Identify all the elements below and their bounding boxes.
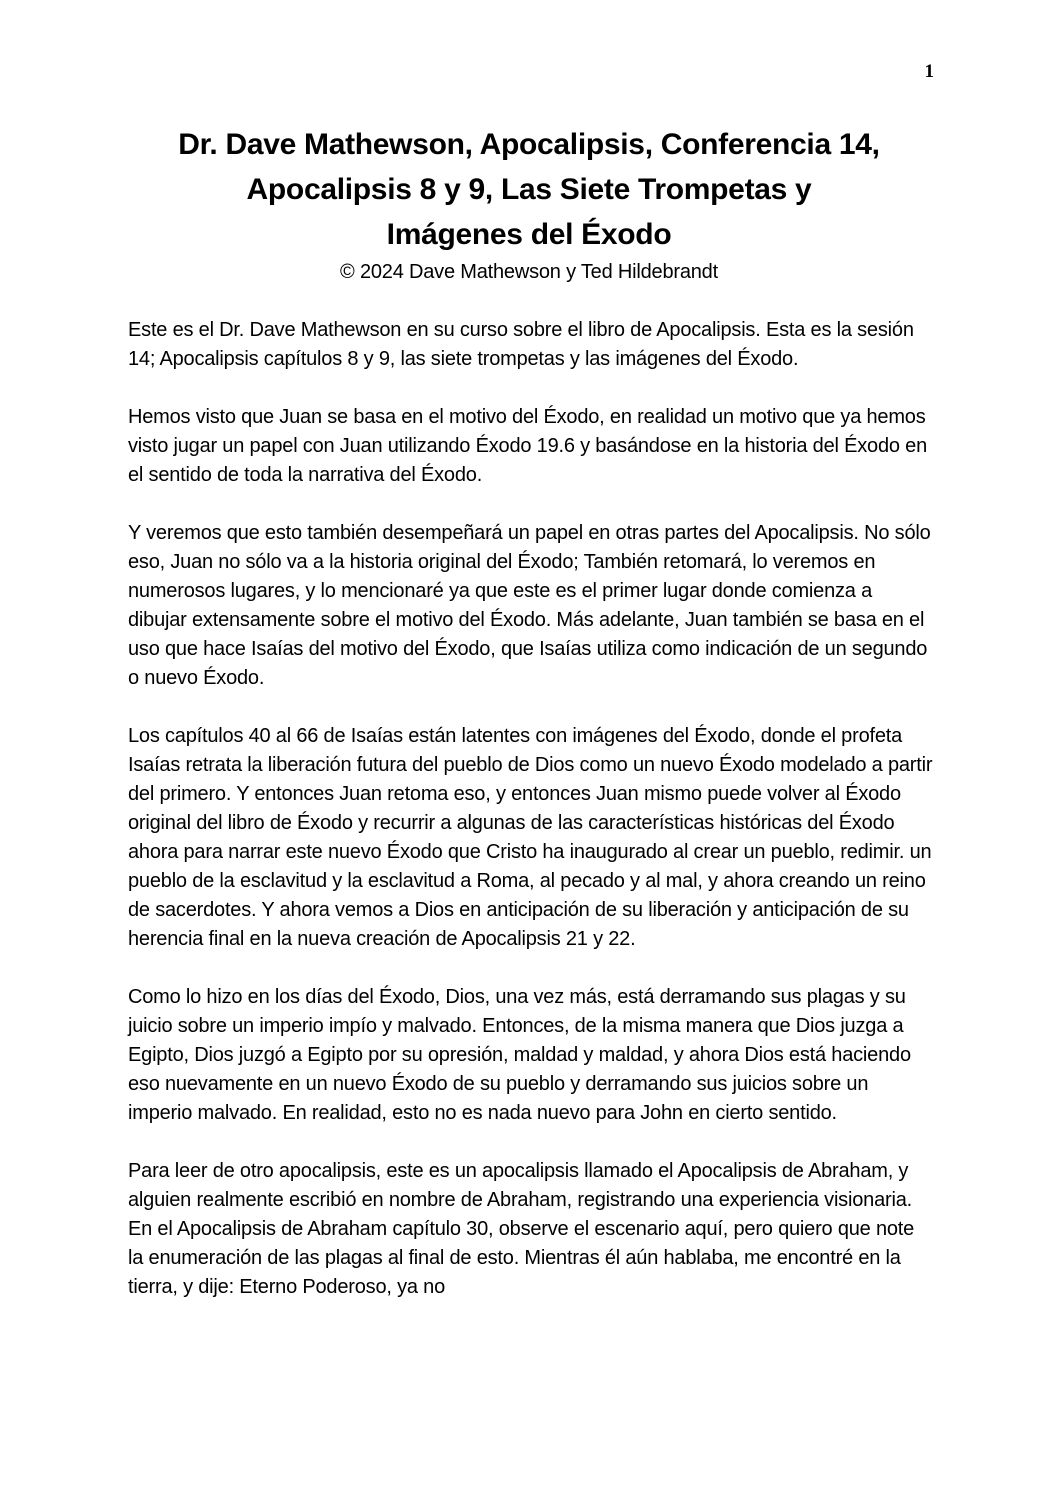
title-line-1: Dr. Dave Mathewson, Apocalipsis, Conferencia 14, — [178, 128, 880, 161]
copyright-line: © 2024 Dave Mathewson y Ted Hildebrandt — [340, 261, 718, 283]
paragraph-6: Para leer de otro apocalipsis, este es un apocalipsis llamado el Apocalipsis de Abraham, y alguien realmente escribió en nombre de Abraham, registrando una experiencia visionaria. En el Apocalipsis de Abraham capítulo 30, observe el escenario aquí, pero quiero que note la enumeración de las plagas al final de esto. Mientras él aún hablaba, me encontré en la tierra, y dije: Eterno Poderoso, ya no — [128, 1160, 915, 1298]
title-line-2: Apocalipsis 8 y 9, Las Siete Trompetas y — [246, 173, 812, 206]
paragraph-4: Los capítulos 40 al 66 de Isaías están latentes con imágenes del Éxodo, donde el profeta Isaías retrata la liberación futura del pueblo de Dios como un nuevo Éxodo modelado a partir del primero. Y entonces Juan retoma eso, y entonces Juan mismo puede volver al Éxodo original del libro de Éxodo y recurrir a algunas de las características históricas del Éxodo ahora para narrar este nuevo Éxodo que Cristo ha inaugurado al crear un pueblo, redimir. un pueblo de la esclavitud y la esclavitud a Roma, al pecado y al mal, y ahora creando un reino de sacerdotes. Y ahora vemos a Dios en anticipación de su liberación y anticipación de su herencia final en la nueva creación de Apocalipsis 21 y 22. — [128, 725, 933, 950]
page-number: 1 — [924, 61, 934, 82]
paragraph-1: Este es el Dr. Dave Mathewson en su curso sobre el libro de Apocalipsis. Esta es la sesión 14; Apocalipsis capítulos 8 y 9, las siete trompetas y las imágenes del Éxodo. — [128, 319, 914, 370]
paragraph-5: Como lo hizo en los días del Éxodo, Dios, una vez más, está derramando sus plagas y su juicio sobre un imperio impío y malvado. Entonces, de la misma manera que Dios juzga a Egipto, Dios juzgó a Egipto por su opresión, maldad y maldad, y ahora Dios está haciendo eso nuevamente en un nuevo Éxodo de su pueblo y derramando sus juicios sobre un imperio malvado. En realidad, esto no es nada nuevo para John en cierto sentido. — [128, 986, 911, 1124]
paragraph-3: Y veremos que esto también desempeñará un papel en otras partes del Apocalipsis. No sólo eso, Juan no sólo va a la historia original del Éxodo; También retomará, lo veremos en numerosos lugares, y lo mencionaré ya que este es el primer lugar donde comienza a dibujar extensamente sobre el motivo del Éxodo. Más adelante, Juan también se basa en el uso que hace Isaías del motivo del Éxodo, que Isaías utiliza como indicación de un segundo o nuevo Éxodo. — [128, 522, 931, 689]
document-title — [0, 0, 1058, 257]
paragraph-2: Hemos visto que Juan se basa en el motivo del Éxodo, en realidad un motivo que ya hemos visto jugar un papel con Juan utilizando Éxodo 19.6 y basándose en la historia del Éxodo en el sentido de toda la narrativa del Éxodo. — [128, 406, 928, 486]
title-line-3: Imágenes del Éxodo — [386, 218, 672, 251]
document-body — [128, 316, 934, 1302]
